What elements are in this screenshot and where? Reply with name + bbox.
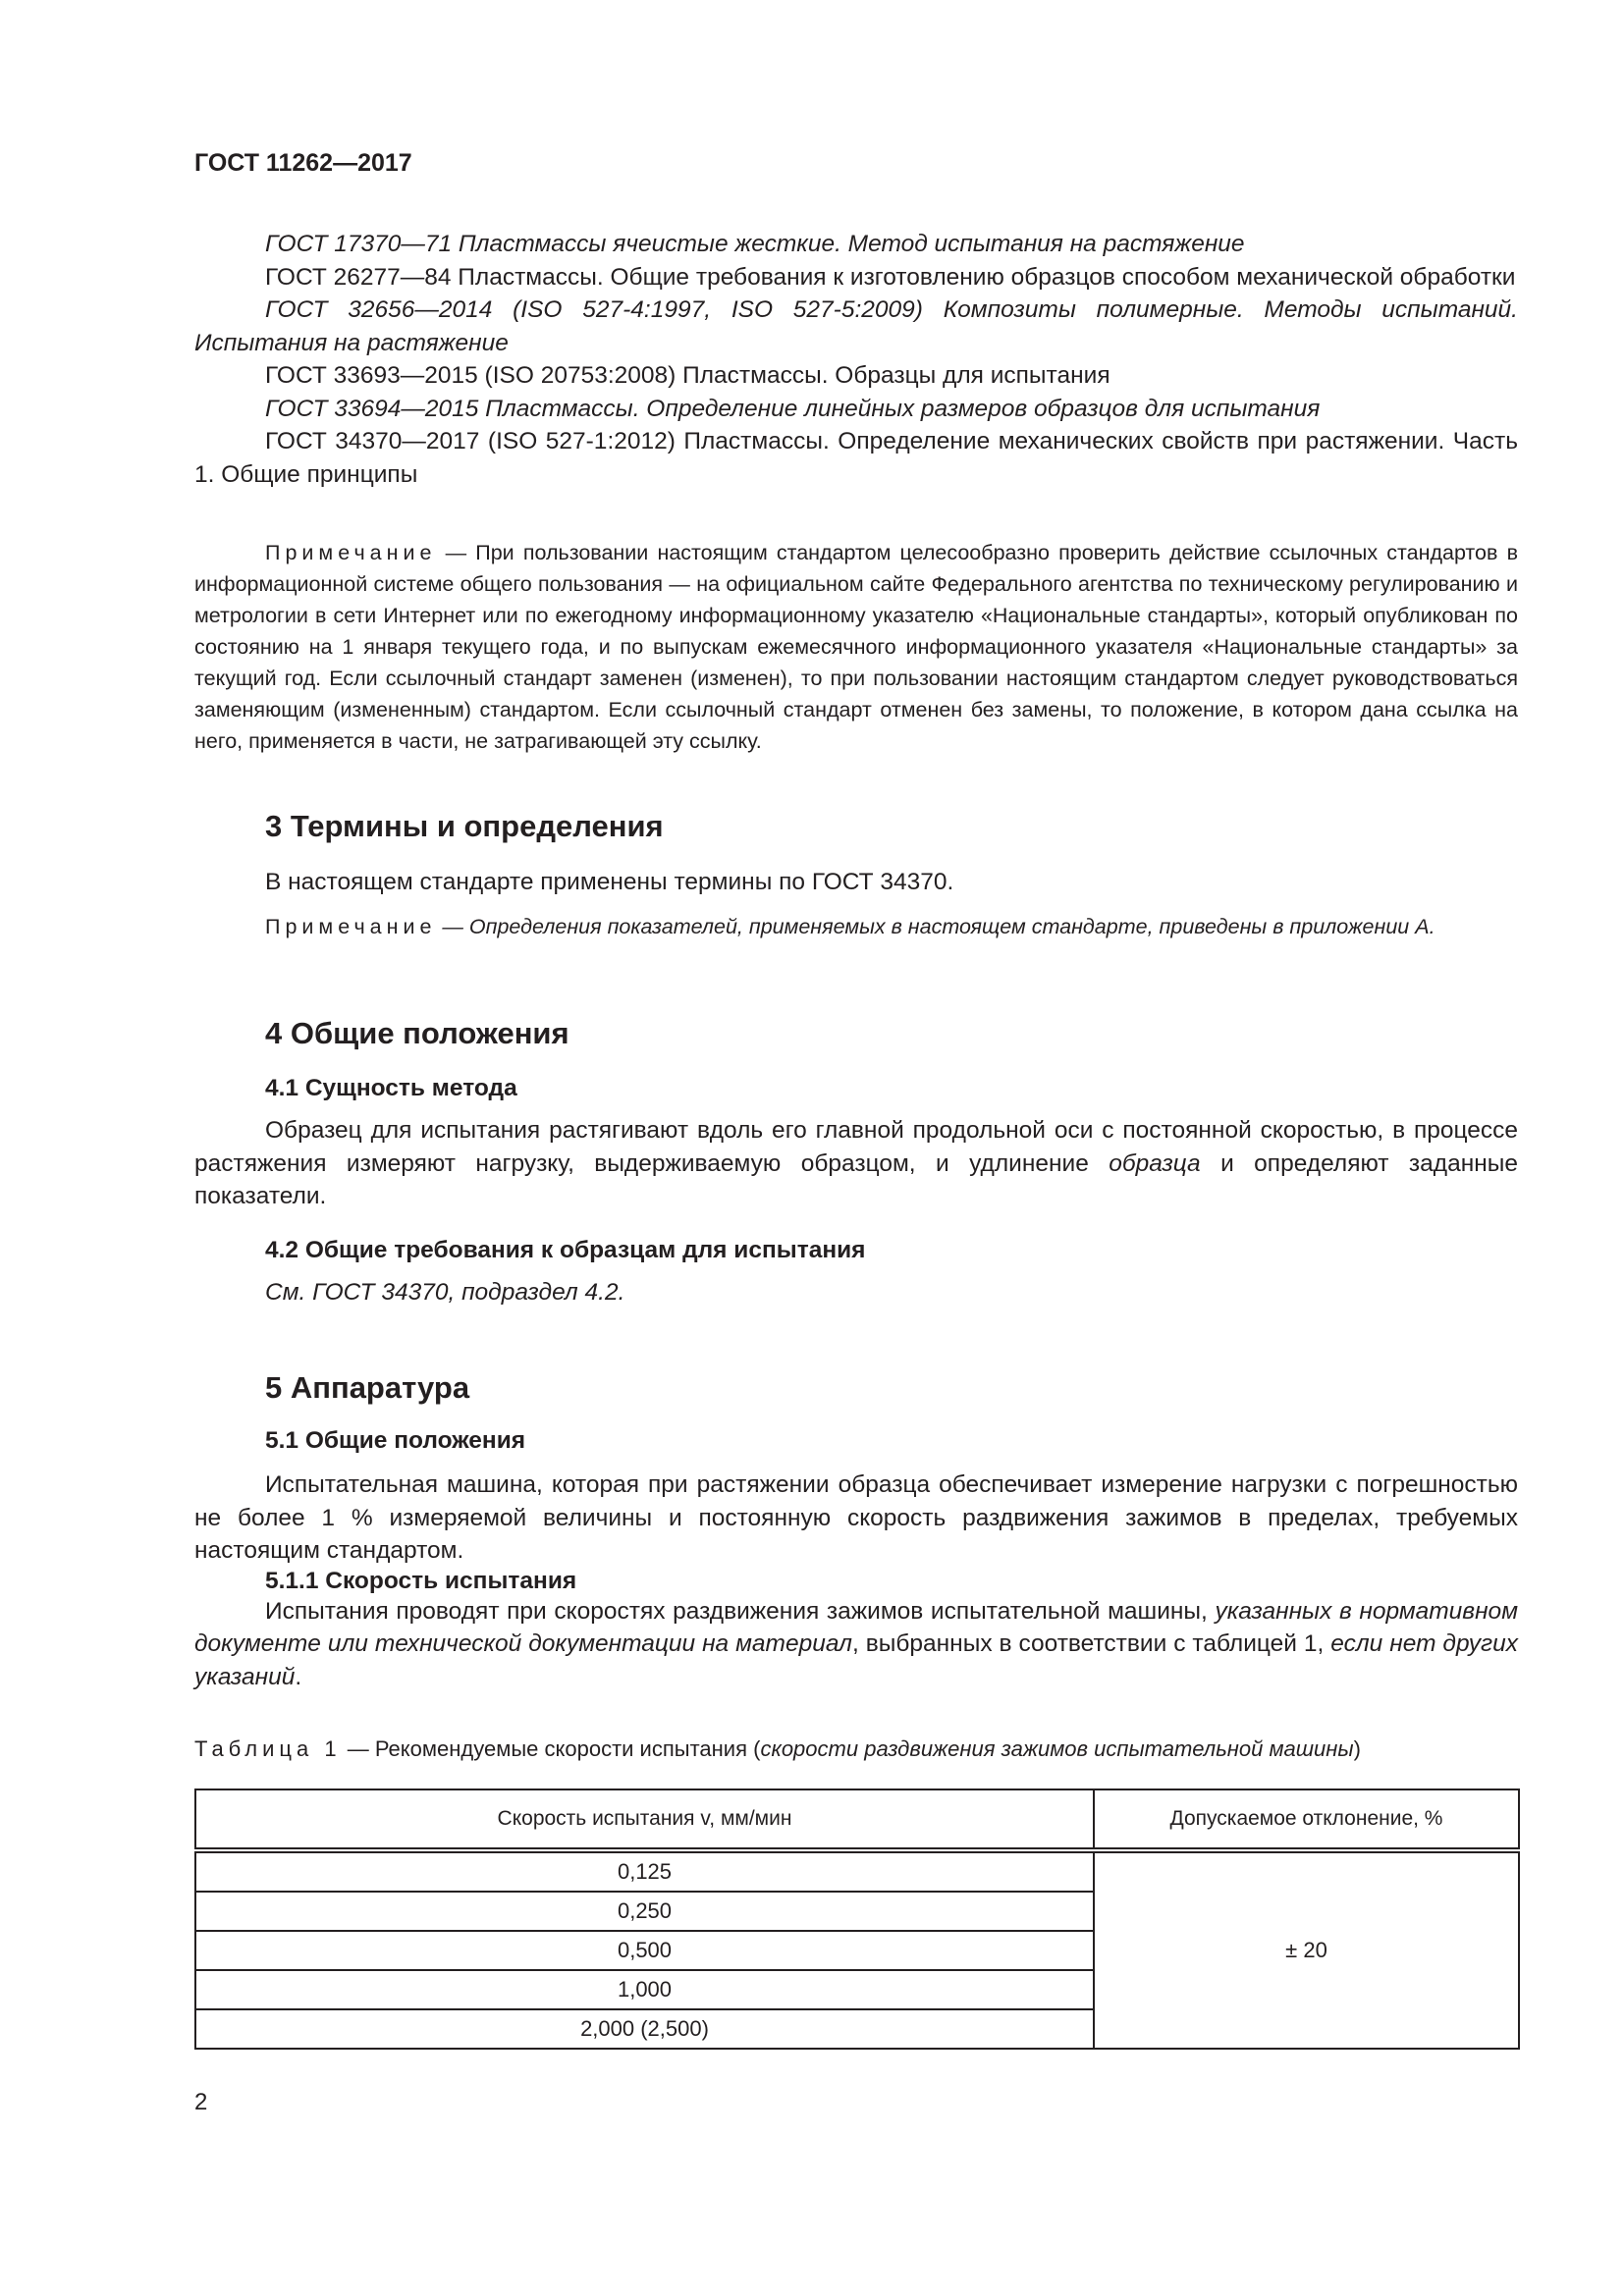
normative-references (194, 228, 1518, 491)
speed-cell: 0,125 (195, 1850, 1094, 1892)
text-run: если нет других указаний (194, 1630, 1518, 1690)
speed-cell: 0,500 (195, 1931, 1094, 1970)
section-3 (194, 809, 1518, 942)
document-header: ГОСТ 11262—2017 (194, 149, 412, 177)
section-text (194, 1114, 1518, 1213)
reference-item: ГОСТ 17370—71 Пластмассы ячеистые жесткие. Метод испытания на растяжение (265, 231, 1245, 257)
reference-item: ГОСТ 26277—84 Пластмассы. Общие требования к изготовлению образцов способом механической обработки (265, 263, 1516, 291)
caption-text: — Рекомендуемые скорости испытания ( (341, 1736, 761, 1761)
page-number: 2 (194, 2089, 208, 2115)
text-run: . (295, 1663, 302, 1690)
speed-cell: 1,000 (195, 1970, 1094, 2009)
table-1 (194, 1789, 1520, 2050)
subsection-title: 4.1 Сущность метода (265, 1075, 517, 1101)
text-run: и определяют заданные показатели. (194, 1149, 1519, 1209)
text-run: Испытания проводят при скоростях раздвижения зажимов испытательной машины, (265, 1597, 1216, 1625)
caption-text: ) (1353, 1736, 1361, 1761)
table-row (195, 1850, 1519, 1892)
references-note (194, 537, 1518, 757)
section-text: В настоящем стандарте применены термины по ГОСТ 34370. (265, 869, 954, 895)
section-5 (194, 1370, 1518, 1693)
speed-cell: 2,000 (2,500) (195, 2009, 1094, 2049)
column-header: Допускаемое отклонение, % (1094, 1789, 1519, 1850)
section-text: См. ГОСТ 34370, подраздел 4.2. (265, 1278, 625, 1306)
subsection-title: 5.1 Общие положения (265, 1427, 526, 1454)
reference-item: ГОСТ 34370—2017 (ISO 527-1:2012) Пластмассы. Определение механических свойств при растяжении. Часть 1. Общие принципы (194, 428, 1518, 488)
note-text: — Определения показателей, применяемых в настоящем стандарте, приведены в приложении А. (436, 914, 1435, 938)
caption-label: Таблица 1 (194, 1736, 342, 1761)
subsection-title: 4.2 Общие требования к образцам для испытания (265, 1236, 866, 1263)
subsection-title: 5.1.1 Скорость испытания (265, 1567, 577, 1594)
section-4 (194, 1016, 1518, 1308)
section-title: 5 Аппаратура (265, 1370, 470, 1405)
note-label: Примечание (265, 541, 437, 564)
column-header: Скорость испытания v, мм/мин (195, 1789, 1094, 1850)
note-text: — При пользовании настоящим стандартом целесообразно проверить действие ссылочных стандартов в информационной системе общего пользования — на официальном сайте Федерального агентства по техническому регулированию и метрологии в сети Интернет или по ежегодному информационному указателю «Национальные стандарты», который опубликован по состоянию на 1 января текущего года, и по выпускам ежемесячного информационного указателя «Национальные стандарты» за текущий год. Если ссылочный стандарт заменен (изменен), то при пользовании настоящим стандартом следует руководствоваться заменяющим (измененным) стандартом. Если ссылочный стандарт отменен без замены, то положение, в котором дана ссылка на него, применяется в части, не затрагивающей эту ссылку. (194, 541, 1518, 753)
section-title: 4 Общие положения (265, 1016, 569, 1050)
reference-item: ГОСТ 33693—2015 (ISO 20753:2008) Пластмассы. Образцы для испытания (265, 362, 1110, 389)
section-text: Испытательная машина, которая при растяжении образца обеспечивает измерение нагрузки с погрешностью не более 1 % измеряемой величины и постоянную скорость раздвижения зажимов в пределах, требуемых настоящим стандартом. (194, 1471, 1518, 1564)
reference-item: ГОСТ 32656—2014 (ISO 527-4:1997, ISO 527-5:2009) Композиты полимерные. Методы испытаний. Испытания на растяжение (194, 296, 1518, 356)
text-run: образца (1109, 1149, 1201, 1177)
section-text (194, 1595, 1518, 1694)
section-title: 3 Термины и определения (265, 809, 664, 843)
table-1-caption (194, 1734, 1520, 1765)
text-run: указанных в нормативном документе или технической документации на материал (194, 1597, 1518, 1657)
note-label: Примечание (265, 914, 437, 938)
caption-text: скорости раздвижения зажимов испытательной машины (760, 1736, 1354, 1761)
text-run: , выбранных в соответствии с таблицей 1, (852, 1630, 1331, 1657)
tolerance-cell: ± 20 (1094, 1850, 1519, 2049)
speed-cell: 0,250 (195, 1892, 1094, 1931)
reference-item: ГОСТ 33694—2015 Пластмассы. Определение линейных размеров образцов для испытания (265, 395, 1321, 422)
text-run: Образец для испытания растягивают вдоль его главной продольной оси с постоянной скоростью, в процессе растяжения измеряют нагрузку, выдерживаемую образцом, и удлинение (194, 1117, 1518, 1177)
